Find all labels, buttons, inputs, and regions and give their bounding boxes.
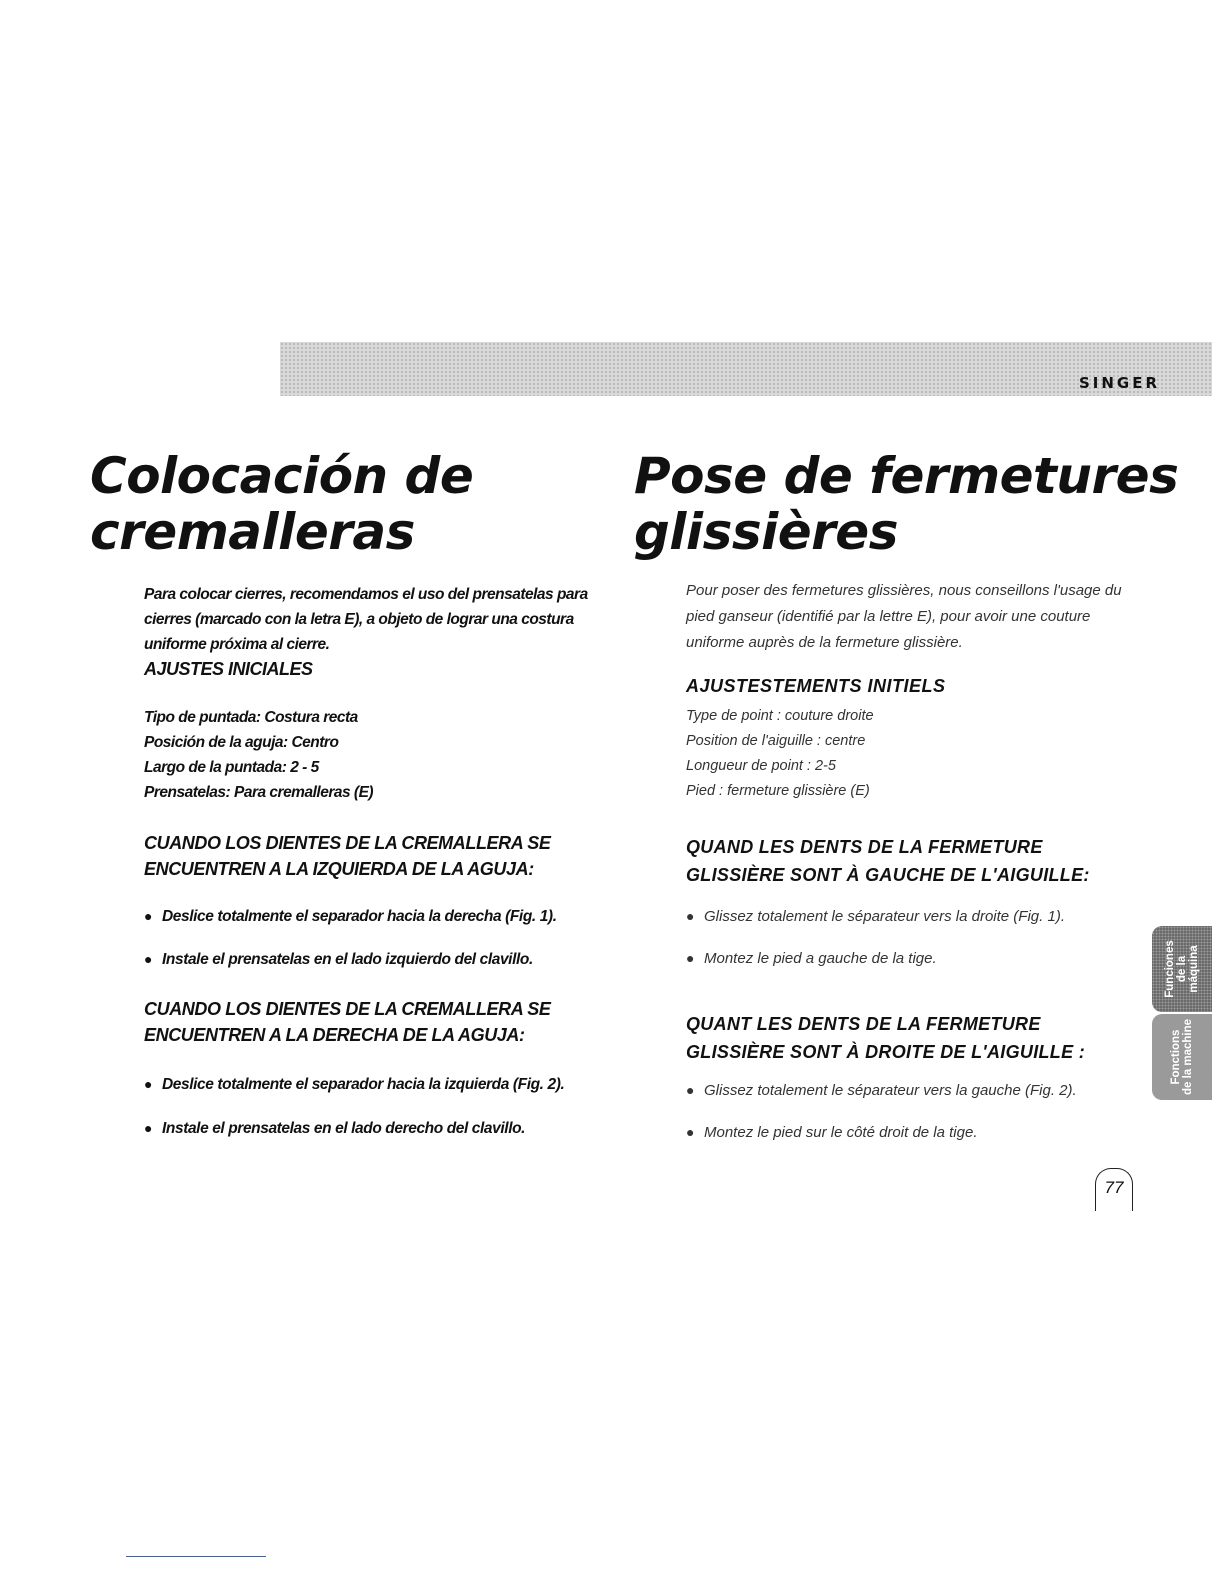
spanish-title-line1: Colocación de — [90, 447, 474, 505]
spanish-section2-bullet — [144, 1076, 564, 1094]
french-title-line1: Pose de fermetures — [634, 447, 1179, 505]
side-tab-fonctions[interactable] — [1152, 1014, 1212, 1100]
bullet-text: Glissez totalement le séparateur vers la gauche (Fig. 2). — [704, 1082, 1077, 1099]
spanish-intro-line: uniforme próxima al cierre. — [144, 636, 330, 653]
bullet-dot-icon: ● — [686, 908, 695, 924]
french-settings-list — [686, 704, 1156, 804]
french-section1-heading — [686, 833, 1156, 889]
tab-label: Fonctions de la machine — [1170, 1018, 1194, 1096]
french-section2-bullet — [686, 1082, 1077, 1099]
setting-line: Posición de la aguja: Centro — [144, 734, 339, 751]
french-title — [634, 448, 1194, 560]
french-settings-heading: AJUSTESTEMENTS INITIELS — [686, 676, 946, 696]
french-title-line2: glissières — [634, 503, 898, 561]
french-section2-heading — [686, 1010, 1156, 1066]
setting-line: Prensatelas: Para cremalleras (E) — [144, 784, 374, 801]
french-section1-bullet — [686, 908, 1065, 925]
spanish-settings-heading: AJUSTES INICIALES — [144, 659, 313, 679]
spanish-intro-line: cierres (marcado con la letra E), a objeto de lograr una costura — [144, 611, 574, 628]
setting-line: Position de l'aiguille : centre — [686, 733, 866, 749]
heading-line: CUANDO LOS DIENTES DE LA CREMALLERA SE — [144, 833, 551, 853]
bullet-dot-icon: ● — [144, 908, 153, 924]
bullet-dot-icon: ● — [686, 950, 695, 966]
bullet-dot-icon: ● — [144, 951, 153, 967]
bullet-text: Glissez totalement le séparateur vers la droite (Fig. 1). — [704, 908, 1065, 925]
spanish-section1-bullet — [144, 951, 533, 969]
spanish-section2-bullet — [144, 1120, 525, 1138]
french-intro-line: pied ganseur (identifié par la lettre E), pour avoir une couture — [686, 608, 1091, 625]
heading-line: ENCUENTREN A LA DERECHA DE LA AGUJA: — [144, 1025, 525, 1045]
bullet-dot-icon: ● — [686, 1124, 695, 1140]
spanish-settings-list — [144, 705, 604, 805]
brand-label: SINGER — [1078, 374, 1160, 392]
bullet-text: Deslice totalmente el separador hacia la derecha (Fig. 1). — [162, 908, 557, 925]
heading-line: GLISSIÈRE SONT À DROITE DE L'AIGUILLE : — [686, 1042, 1085, 1062]
setting-line: Tipo de puntada: Costura recta — [144, 709, 358, 726]
bullet-text: Instale el prensatelas en el lado derecho del clavillo. — [162, 1120, 526, 1137]
bullet-text: Montez le pied sur le côté droit de la tige. — [704, 1124, 978, 1141]
setting-line: Pied : fermeture glissière (E) — [686, 783, 870, 799]
french-intro-line: uniforme auprès de la fermeture glissière. — [686, 634, 963, 651]
side-tab-funciones[interactable] — [1152, 926, 1212, 1012]
french-intro-line: Pour poser des fermetures glissières, nous conseillons l'usage du — [686, 582, 1122, 599]
spanish-intro — [144, 582, 604, 657]
bullet-dot-icon: ● — [144, 1120, 153, 1136]
heading-line: QUANT LES DENTS DE LA FERMETURE — [686, 1014, 1041, 1034]
bullet-dot-icon: ● — [144, 1076, 153, 1092]
heading-line: GLISSIÈRE SONT À GAUCHE DE L'AIGUILLE: — [686, 865, 1090, 885]
page-number: 77 — [1095, 1168, 1133, 1211]
setting-line: Type de point : couture droite — [686, 708, 874, 724]
heading-line: CUANDO LOS DIENTES DE LA CREMALLERA SE — [144, 999, 551, 1019]
bullet-dot-icon: ● — [686, 1082, 695, 1098]
heading-line: ENCUENTREN A LA IZQUIERDA DE LA AGUJA: — [144, 859, 534, 879]
spanish-section1-bullet — [144, 908, 557, 926]
spanish-title-line2: cremalleras — [90, 503, 415, 561]
french-intro — [686, 578, 1156, 656]
french-section2-bullet — [686, 1124, 978, 1141]
french-section1-bullet — [686, 950, 937, 967]
spanish-section1-heading — [144, 830, 604, 882]
bullet-text: Montez le pied a gauche de la tige. — [704, 950, 937, 967]
tab-label: Funciones de la máquina — [1164, 940, 1200, 998]
spanish-title — [90, 448, 560, 560]
footer-rule — [126, 1556, 266, 1557]
bullet-text: Instale el prensatelas en el lado izquierdo del clavillo. — [162, 951, 533, 968]
spanish-section2-heading — [144, 996, 604, 1048]
header-band — [280, 342, 1212, 396]
setting-line: Longueur de point : 2-5 — [686, 758, 836, 774]
heading-line: QUAND LES DENTS DE LA FERMETURE — [686, 837, 1043, 857]
setting-line: Largo de la puntada: 2 - 5 — [144, 759, 319, 776]
spanish-intro-line: Para colocar cierres, recomendamos el uso del prensatelas para — [144, 586, 588, 603]
bullet-text: Deslice totalmente el separador hacia la izquierda (Fig. 2). — [162, 1076, 565, 1093]
